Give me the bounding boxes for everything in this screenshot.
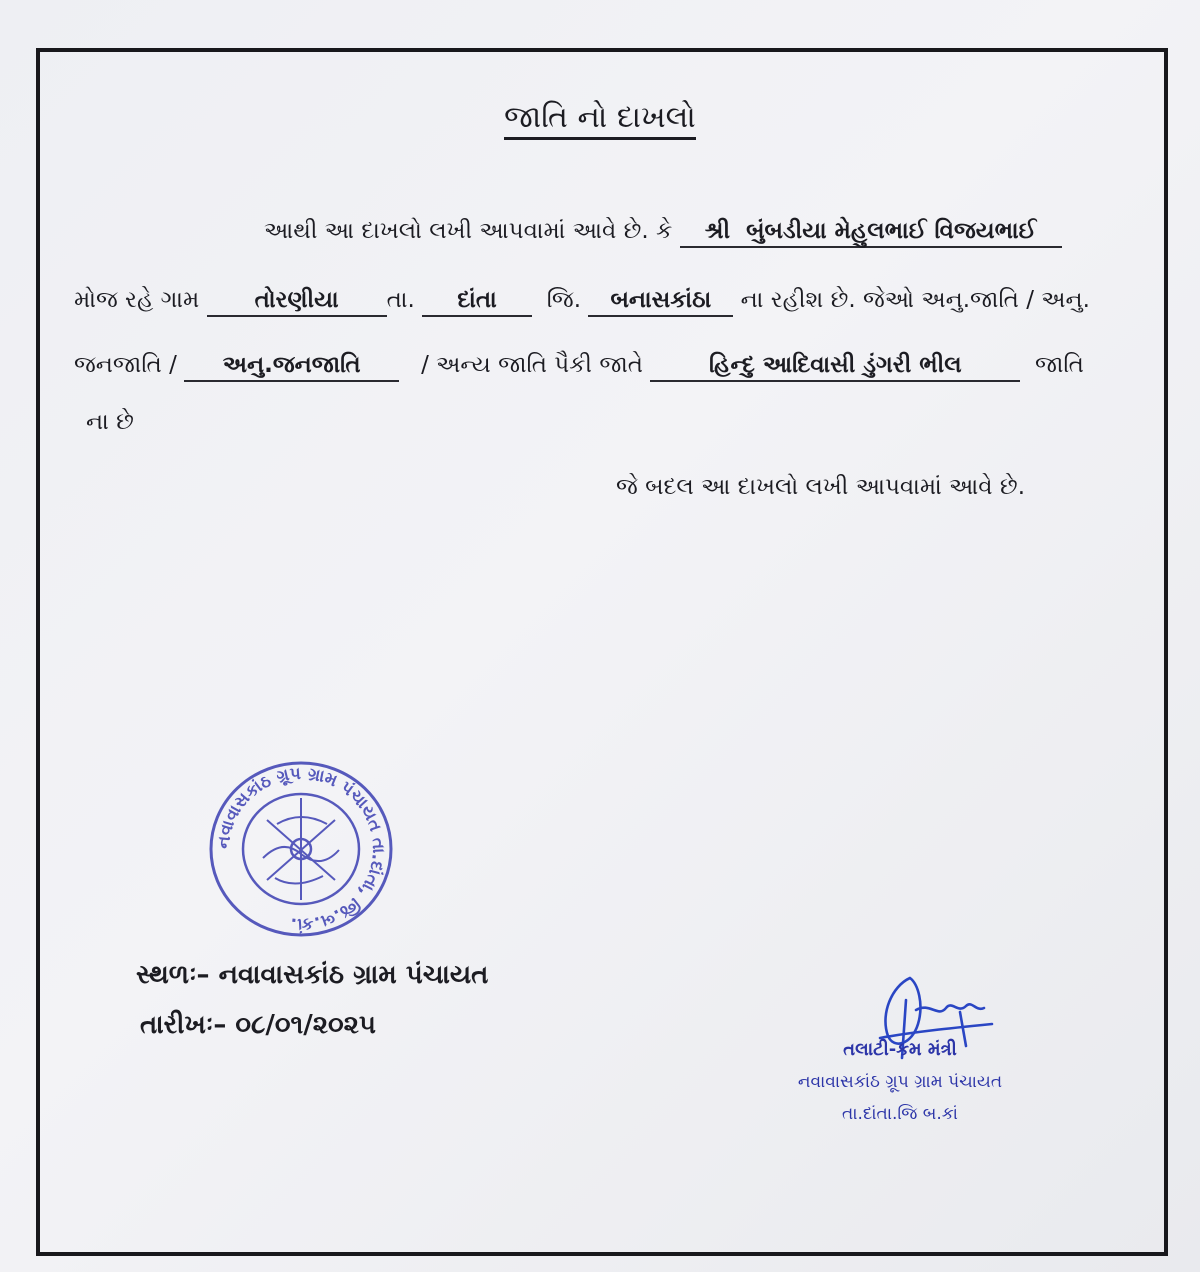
district-field: બનાસકાંઠા	[588, 285, 733, 317]
date-line: તારીખઃ– ૦૮/૦૧/૨૦૨૫	[140, 1010, 376, 1040]
signatory-block	[740, 1034, 1060, 1130]
signatory-title: તલાટી-કમ મંત્રી	[843, 1039, 957, 1060]
seal-inscription: નવાવાસકાંઠ ગ્રૂપ ગ્રામ પંચાયત તા.દાંતા, જિ.બ.કાં.	[213, 763, 389, 935]
closing-statement: જે બદલ આ દાખલો લખી આપવામાં આવે છે.	[616, 474, 1026, 500]
taluka-field: દાંતા	[422, 285, 532, 317]
certificate-title: જાતિ નો દાખલો	[0, 100, 1200, 135]
signatory-office: નવાવાસકાંઠ ગ્રૂપ ગ્રામ પંચાયત	[797, 1072, 1003, 1092]
category-field: અનુ.જનજાતિ	[184, 350, 399, 382]
place-line: સ્થળઃ– નવાવાસકાંઠ ગ્રામ પંચાયત	[136, 960, 489, 990]
holder-name-field: શ્રી બુંબડીયા મેહુલભાઈ વિજયભાઈ	[680, 216, 1062, 248]
caste-field: હિન્દુ આદિવાસી ડુંગરી ભીલ	[650, 350, 1020, 382]
statement-line-1: આથી આ દાખલો લખી આપવામાં આવે છે. કે શ્રી બુંબડીયા મેહુલભાઈ વિજયભાઈ	[264, 214, 1062, 248]
statement-line-3: જનજાતિ / અનુ.જનજાતિ / અન્ય જાતિ પૈકી જાતે હિન્દુ આદિવાસી ડુંગરી ભીલ જાતિ	[74, 348, 1084, 382]
panchayat-seal-stamp	[205, 758, 397, 940]
signatory-address: તા.દાંતા.જિ બ.કાં	[842, 1104, 958, 1124]
statement-line-4: ના છે	[86, 409, 134, 435]
statement-line-2: મોજ રહે ગામ તોરણીયા તા. દાંતા જિ. બનાસકાંઠા ના રહીશ છે. જેઓ અનુ.જાતિ / અનુ.	[74, 283, 1090, 317]
village-field: તોરણીયા	[207, 285, 387, 317]
